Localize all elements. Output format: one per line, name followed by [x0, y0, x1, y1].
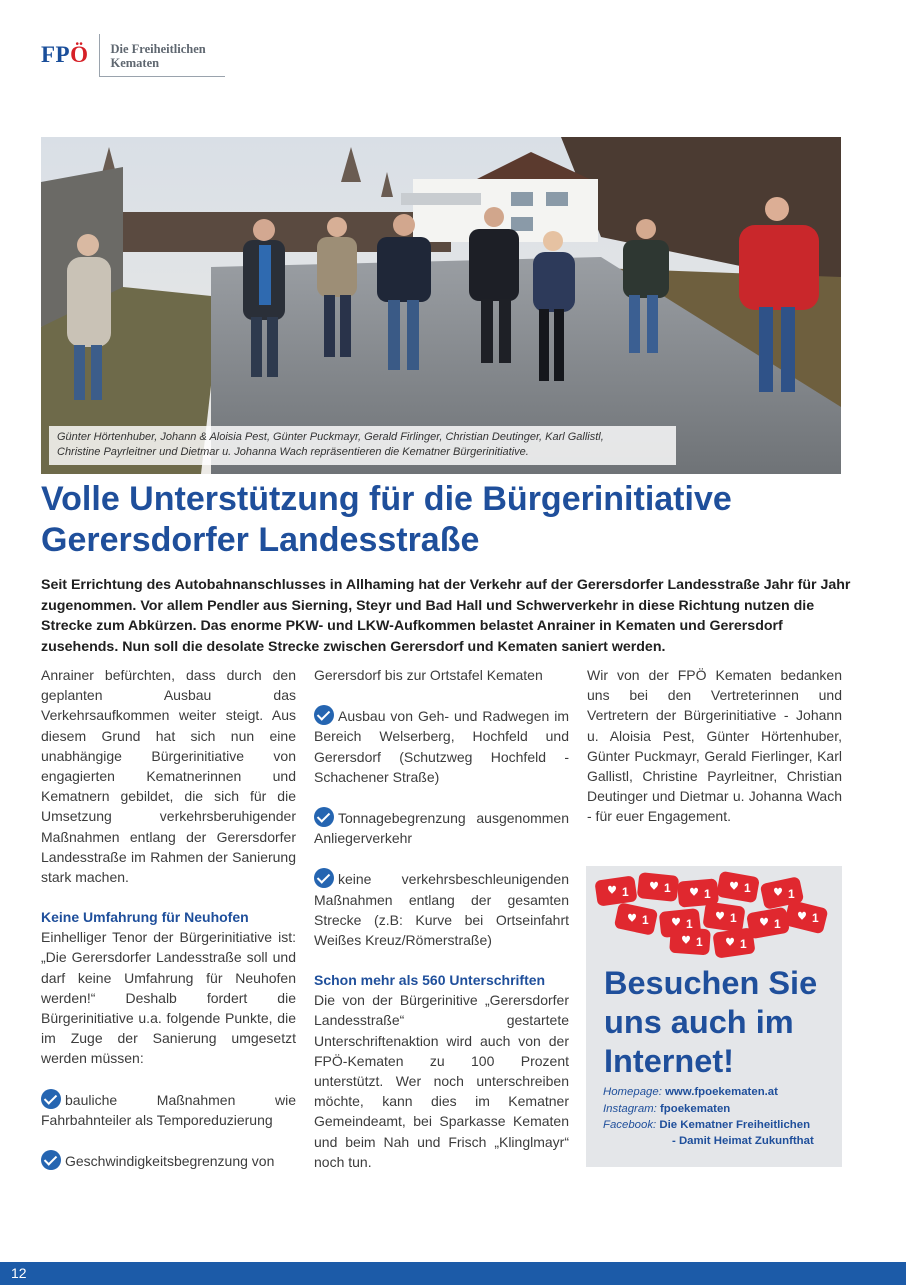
demand-item-5 — [314, 868, 569, 950]
ad-instagram — [603, 1102, 730, 1117]
page-number: 12 — [11, 1265, 27, 1281]
logo-line-2: Kematen — [110, 56, 160, 70]
demand-text-4: Tonnagebegrenzung ausgenommen Anliegerverkehr — [314, 810, 569, 847]
like-badges-graphic — [586, 866, 842, 966]
article-column-3 — [587, 665, 842, 847]
ad-homepage — [603, 1085, 778, 1100]
demand-item-4 — [314, 807, 569, 848]
col3-paragraph: Wir von der FPÖ Kematen bedanken uns bei den Vertreterinnen und Vertretern der Bürgerinitiative - Johann u. Aloisia Pest, Günter Hörtenhuber, Günter Puckmayr, Gerald Fierlinger, Karl Gallistl, Christine Payrleitner, Christian Deutinger und Dietmar u. Johanna Wach - für euer Engagement. — [587, 667, 842, 825]
like-badge-count: 1 — [740, 937, 747, 951]
demand-item-3 — [314, 705, 569, 787]
checkmark-icon — [41, 1089, 61, 1109]
col2-paragraph: Die von der Bürgerinitive „Gerersdorfer Landesstraße“ gestartete Unterschriftenaktion wird auch von der FPÖ-Kematen zu 100 Prozent unterstützt. Wer noch unterschreiben möchte, kann dies im Kematner Gemeindeamt, bei Sparkasse Kematen und beim Nah und Frisch „Klinglmayr“ noch tun. — [314, 992, 569, 1170]
checkmark-icon — [314, 705, 334, 725]
group-photo — [41, 137, 841, 474]
logo-line-1: Die Freiheitlichen — [110, 42, 206, 56]
ad-facebook-slogan: - Damit Heimat Zukunfthat — [672, 1135, 814, 1147]
group-photo-illustration — [41, 137, 841, 474]
facebook-label: Facebook: — [603, 1119, 657, 1131]
like-badge-count: 1 — [788, 887, 795, 901]
ad-title-line-1: Besuchen Sie — [604, 965, 818, 1001]
homepage-label: Homepage: — [603, 1086, 662, 1098]
ad-facebook — [603, 1118, 810, 1133]
article-column-1 — [41, 665, 296, 1191]
logo-fpo-wordmark: FPÖ — [41, 42, 89, 67]
checkmark-icon — [314, 807, 334, 827]
demand-text-5: keine verkehrsbeschleunigenden Maßnahmen entlang der gesamten Strecke (z.B: Kurve bei Ortseinfahrt Weißes Kreuz/Römerstraße) — [314, 871, 569, 949]
ad-title-line-2: uns auch im — [604, 1004, 794, 1040]
like-badge-count: 1 — [730, 911, 737, 925]
checkmark-icon — [314, 868, 334, 888]
like-badge-count: 1 — [642, 913, 649, 927]
internet-ad-box — [586, 866, 842, 1167]
demand-text-2: Geschwindigkeitsbegrenzung von — [65, 1153, 275, 1170]
instagram-label: Instagram: — [603, 1103, 657, 1115]
article-headline — [41, 479, 861, 561]
demand-text-1: bauliche Maßnahmen wie Fahrbahnteiler als Temporeduzierung — [41, 1091, 296, 1128]
demand-text-3: Ausbau von Geh- und Radwegen im Bereich Welserberg, Hochfeld und Gerersdorf (Schutzweg Hochfeld - Schachener Straße) — [314, 708, 569, 785]
like-badge-count: 1 — [686, 917, 693, 931]
article-lead: Seit Errichtung des Autobahnanschlusses in Allhaming hat der Verkehr auf der Gerersdorfer Landesstraße Jahr für Jahr zugenommen. Vor allem Pendler aus Sierning, Steyr und Bad Hall und Schwerverkehr in diese Richtung nutzen die Strecke zum Abkürzen. Das enorme PKW- und LKW-Aufkommen belastet Anrainer in Kematen und Gerersdorf zusehends. Nun soll die desolate Strecke zwischen Gerersdorf und Kematen saniert werden. — [41, 577, 851, 655]
headline-line-2: Gerersdorfer Landesstraße — [41, 521, 480, 559]
like-badge-count: 1 — [704, 887, 711, 901]
page-footer-bar — [0, 1262, 906, 1285]
photo-caption — [49, 426, 676, 465]
headline-line-1: Volle Unterstützung für die Bürgerinitiative — [41, 480, 732, 518]
subhead-unterschriften: Schon mehr als 560 Unterschriften — [314, 972, 546, 989]
subhead-keine-umfahrung: Keine Umfahrung für Neuhofen — [41, 909, 249, 926]
like-badge-count: 1 — [622, 885, 629, 899]
col1-paragraph-2: Einhelliger Tenor der Bürgerinitiative ist: „Die Gerersdorfer Landesstraße soll und darf keine Umfahrung für Neuhofen werden!“ Deshalb fordert die Bürgerinitiative u.a. folgende Punkte, die im Zuge der Sanierung umgesetzt werden müssen: — [41, 929, 296, 1067]
facebook-page[interactable]: Die Kematner Freiheitlichen — [659, 1119, 811, 1131]
fpo-logo — [41, 34, 225, 80]
col1-paragraph-1: Anrainer befürchten, dass durch den geplanten Ausbau das Verkehrsaufkommen weiter steigt. Aus diesem Grund hat sich nun eine unabhängige Bürgerinitiative von engagierten Kematnerinnen und Kematnern gebildet, die sich für die Umsetzung verkehrsberuhigender Maßnahmen entlang der Gerersdorfer Landesstraße im Rahmen der Sanierung stark machen. — [41, 667, 296, 886]
ad-title — [604, 964, 840, 1081]
photo-caption-line-2: Christine Payrleitner und Dietmar u. Johanna Wach repräsentieren die Kematner Bürgerinitiative. — [57, 446, 529, 458]
article-column-2 — [314, 665, 569, 1192]
demand-item-1 — [41, 1089, 296, 1130]
logo-text-box — [99, 34, 225, 77]
homepage-link[interactable]: www.fpoekematen.at — [665, 1086, 778, 1098]
checkmark-icon — [41, 1150, 61, 1170]
ad-title-line-3: Internet! — [604, 1043, 734, 1079]
col2-continuation: Gerersdorf bis zur Ortstafel Kematen — [314, 667, 543, 683]
photo-caption-line-1: Günter Hörtenhuber, Johann & Aloisia Pest, Günter Puckmayr, Gerald Firlinger, Christian Deutinger, Karl Gallistl, — [57, 431, 604, 443]
instagram-handle[interactable]: fpoekematen — [659, 1103, 731, 1115]
like-badge-count: 1 — [812, 911, 819, 925]
like-badge-count: 1 — [774, 917, 781, 931]
like-badge-count: 1 — [744, 881, 751, 895]
like-badge-count: 1 — [664, 881, 671, 895]
like-badge-count: 1 — [696, 935, 703, 949]
demand-item-2 — [41, 1150, 296, 1171]
